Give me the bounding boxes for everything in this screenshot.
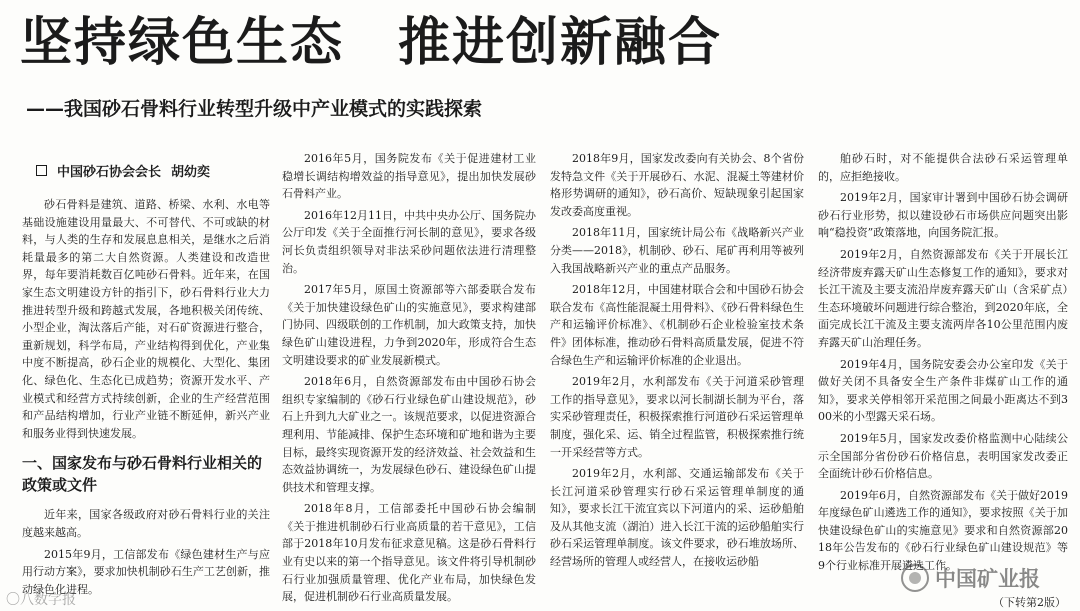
- paragraph: 2018年11月，国家统计局公布《战略新兴产业分类——2018》，机制砂、砂石、尾矿再利用等被列入我国战略新兴产业的重点产品服务。: [550, 226, 804, 275]
- checkbox-square-icon: [36, 165, 47, 176]
- paragraph: 2019年2月，水利部、交通运输部发布《关于长江河道采砂管理实行砂石采运管理单制度的通知》，要求长江干流宜宾以下河道内的采、运砂船舶及从其他支流（湖泊）进入长江干流的运砂船舶实行砂石采运管理单制度。该文件要求，砂石堆放场所、经营场所的管理人或经营人，在接收运砂船: [550, 467, 804, 569]
- watermark: [901, 563, 1040, 593]
- paragraph: 2019年2月，水利部发布《关于河道采砂管理工作的指导意见》，要求以河长制湖长制为平台，落实采砂管理责任，积极探索推行河道砂石采运管理单制度，强化采、运、销全过程监管，积极探索推行统一开采经营等方式。: [550, 375, 804, 459]
- headline: 坚持绿色生态 推进创新融合: [20, 13, 723, 73]
- column-4: [818, 150, 1068, 605]
- paragraph: 2019年2月，自然资源部发布《关于开展长江经济带废弃露天矿山生态修复工作的通知》，要求对长江干流及主要支流沿岸废弃露天矿山（含采矿点）生态环境破坏问题进行综合整治，到2020年底，全面完成长江干流及主要支流两岸各10公里范围内废弃露天矿山治理任务。: [818, 247, 1068, 349]
- author-role: 中国砂石协会会长: [57, 165, 162, 180]
- paragraph: 2018年8月，工信部委托中国砂石协会编制《关于推进机制砂石行业高质量的若干意见》，工信部于2018年10月发布征求意见稿。这是砂石骨料行业有史以来的第一个指导意见。该文件将引导机制砂石行业加强质量管理、优化产业布局，加快绿色发展，促进机制砂石行业高质量发展。: [282, 502, 536, 604]
- paragraph: 2019年5月，国家发改委价格监测中心陆续公示全国部分省份砂石价格信息，表明国家发改委正全面统计砂石价格信息。: [818, 431, 1068, 481]
- paragraph: 2019年2月，国家审计署到中国砂石协会调研砂石行业形势，拟以建设砂石市场供应问题突出影响“稳投资”政策落地，向国务院汇报。: [818, 191, 1068, 240]
- paragraph: 2016年5月，国务院发布《关于促进建材工业稳增长调结构增效益的指导意见》，提出加快发展砂石骨料产业。: [282, 152, 536, 201]
- byline: [36, 164, 270, 182]
- section-heading: 一、国家发布与砂石骨料行业相关的政策或文件: [22, 454, 263, 495]
- paragraph: 2017年5月，原国土资源部等六部委联合发布《关于加快建设绿色矿山的实施意见》，要求构建部门协同、四级联创的工作机制，加大政策支持，加快绿色矿山建设进程，力争到2020年，形成符合生态文明建设要求的矿业发展新模式。: [282, 283, 536, 367]
- paragraph: 砂石骨料是建筑、道路、桥梁、水利、水电等基础设施建设用量最大、不可替代、不可或缺的材料，与人类的生存和发展息息相关，是继水之后消耗量最多的第二大自然资源。人类建设和改造世界，每年要消耗数百亿吨砂石骨料。近年来，在国家生态文明建设方针的指引下，砂石骨料行业大力推进转型升级和跨越式发展，各地积极关闭传统、小型企业，淘汰落后产能，对石矿资源进行整合，重新规划，科学布局，产业结构得到优化，产业集中度不断提高，砂石企业的规模化、大型化、集团化、绿色化、生态化已成趋势；资源开发水平、产业模式和经营方式持续创新，企业的生产经营范围和产品结构增加，行业产业链不断延伸，新兴产业和服务业得到快速发展。: [22, 198, 270, 440]
- column-3: [550, 150, 804, 605]
- article-body: [22, 150, 1068, 605]
- paragraph: 2015年9月，工信部发布《绿色建材生产与应用行动方案》，要求加快机制砂石生产工艺创新，推动绿色化进程。: [22, 547, 270, 596]
- column-1: [22, 150, 270, 605]
- paragraph: 2018年6月，自然资源部发布由中国砂石协会组织专家编制的《砂石行业绿色矿山建设规范》，砂石上升到九大矿业之一。该规范要求，以促进资源合理利用、节能减排、保护生态环境和矿地和谐为主要目标，最终实现资源开发的经济效益、社会效益和生态效益协调统一，为发展绿色砂石、建设绿色矿山提供技术和管理支撑。: [282, 375, 536, 494]
- subtitle: ——我国砂石骨料行业转型升级中产业模式的实践探索: [26, 98, 483, 120]
- watermark-text: 中国矿业报: [935, 567, 1040, 591]
- paragraph: 2019年6月，自然资源部发布《关于做好2019年度绿色矿山遴选工作的通知》，要求按照《关于加快建设绿色矿山的实施意见》要求和自然资源部2018年公告发布的《砂石行业绿色矿山建设规范》等9个行业标准开展遴选工作。: [818, 488, 1068, 573]
- paragraph: 2018年12月，中国建材联合会和中国砂石协会联合发布《高性能混凝土用骨料》、《砂石骨料绿色生产和运输评价标准》、《机制砂石企业检验室技术条件》团体标准，推动砂石骨料高质量发展，促进不符合绿色生产和运输评价标准的企业退出。: [550, 283, 804, 367]
- paragraph: 2019年4月，国务院安委会办公室印发《关于做好关闭不具备安全生产条件非煤矿山工作的通知》，要求关停相邻开采范围之间最小距离达不到300米的小型露天采石场。: [818, 357, 1068, 424]
- watermark-left: 〇八数字报: [6, 592, 76, 608]
- continued-note: （下转第2版）: [989, 595, 1066, 611]
- author-name: 胡幼奕: [171, 165, 211, 180]
- paragraph: 2016年12月11日，中共中央办公厅、国务院办公厅印发《关于全面推行河长制的意见》，要求各级河长负责组织领导对非法采砂问题依法进行清理整治。: [282, 208, 536, 275]
- paragraph: 近年来，国家各级政府对砂石骨料行业的关注度越来越高。: [22, 508, 270, 539]
- paragraph: 2018年9月，国家发改委向有关协会、8个省份发特急文件《关于开展砂石、水泥、混凝土等建材价格形势调研的通知》，砂石高价、短缺现象引起国家发改委高度重视。: [550, 152, 804, 218]
- paragraph: 舶砂石时，对不能提供合法砂石采运管理单的，应拒绝接收。: [818, 152, 1068, 183]
- column-2: [282, 150, 536, 605]
- wechat-logo-icon: [901, 564, 929, 592]
